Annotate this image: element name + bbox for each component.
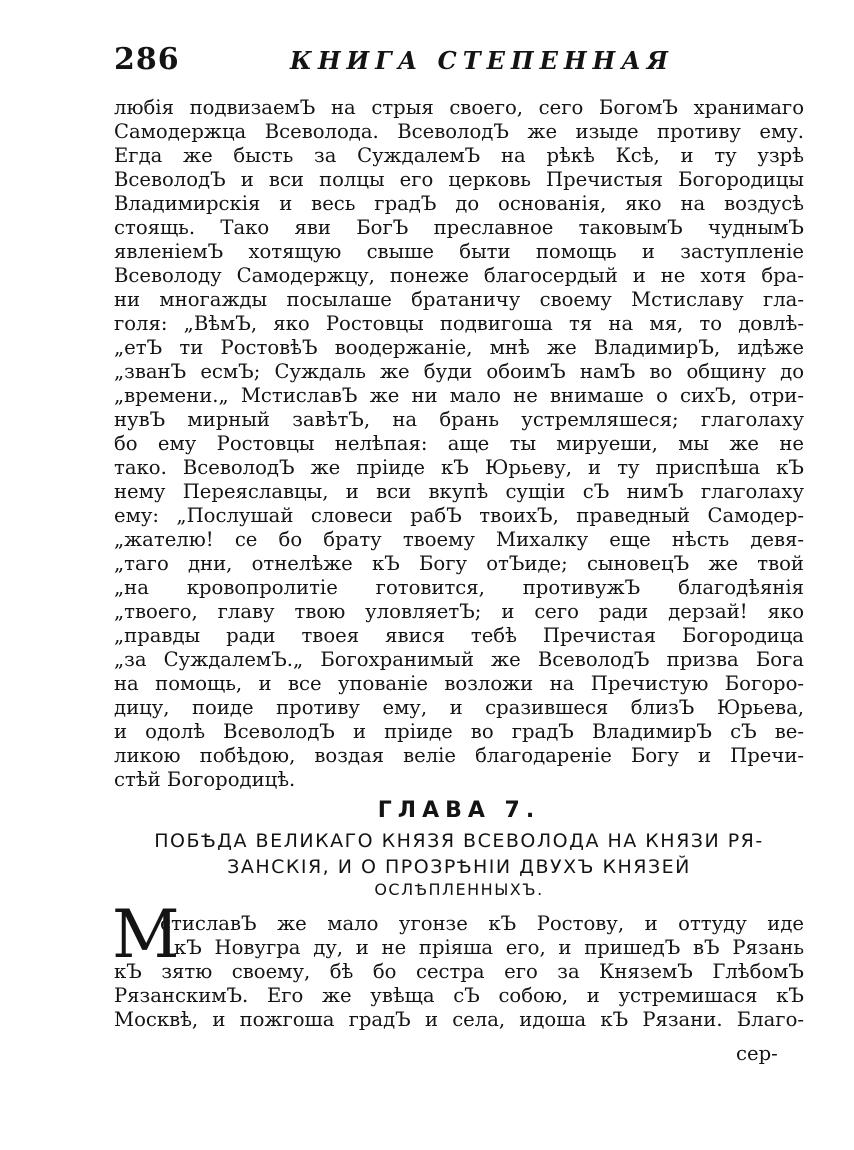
- body-line: явленіемЪ хотящую свыше быти помощь и заступленіе: [114, 240, 804, 263]
- running-title: КНИГА СТЕПЕННАЯ: [290, 46, 674, 75]
- page-number: 286: [114, 42, 180, 77]
- body-line: любія подвизаемЪ на стрыя своего, сего БогомЪ хранимаго: [114, 96, 804, 119]
- chapter-title-line: ОСЛѢПЛЕННЫХЪ.: [374, 880, 544, 899]
- body-line: „правды ради твоея явися тебѣ Пречистая Богородица: [114, 624, 804, 647]
- body-line: „на кровопролитіе готовится, противужЪ благодѣянія: [114, 576, 804, 599]
- body-line: стѣй Богородицѣ.: [114, 768, 296, 791]
- body-line: голя: „ВѣмЪ, яко Ростовцы подвигоша тя на мя, то довлѣ-: [114, 312, 804, 335]
- body-line: ни многажды посылаше братаничу своему Мстиславу гла-: [114, 288, 804, 311]
- body-line: „етЪ ти РостовѣЪ воодержаніе, мнѣ же ВладимирЪ, идѣже: [114, 336, 804, 359]
- body-line: „времени.„ МстиславЪ же ни мало не внимаше о сихЪ, отри-: [114, 384, 804, 407]
- chapter-label: ГЛАВА 7.: [377, 798, 541, 823]
- body-line: Егда же бысть за СуждалемЪ на рѣкѣ Ксѣ, и ту узрѣ: [114, 144, 804, 167]
- body-line: Самодержца Всеволода. ВсеволодЪ же изыде противу ему.: [114, 120, 804, 143]
- chapter-text-line: Москвѣ, и пожгоша градЪ и села, идоша кЪ Рязани. Благо-: [114, 1008, 804, 1031]
- drop-cap-initial: М: [112, 896, 180, 973]
- chapter-text-line: кЪ зятю своему, бѣ бо сестра его за КняземЪ ГлѣбомЪ: [114, 960, 804, 983]
- body-line: „твоего, главу твою уловляетЪ; и сего ради дерзай! яко: [114, 600, 804, 623]
- body-line: нувЪ мирный завѣтЪ, на брань устремляшеся; глаголаху: [114, 408, 804, 431]
- body-line: и одолѣ ВсеволодЪ и пріиде во градЪ ВладимирЪ сЪ ве-: [114, 720, 804, 743]
- body-line: Владимирскія и весь градЪ до основанія, яко на воздусѣ: [114, 192, 804, 215]
- body-line: тако. ВсеволодЪ же пріиде кЪ Юрьеву, и ту приспѣша кЪ: [114, 456, 804, 479]
- body-line: бо ему Ростовцы нелѣпая: аще ты мируеши, мы же не: [114, 432, 804, 455]
- body-line: нему Переяславцы, и вси вкупѣ сущіи сЪ нимЪ глаголаху: [114, 480, 804, 503]
- chapter-title-line: ПОБѢДА ВЕЛИКАГО КНЯЗЯ ВСЕВОЛОДА НА КНЯЗИ РЯ-: [154, 830, 764, 852]
- chapter-text-line: РязанскимЪ. Его же увѣща сЪ собою, и устремишася кЪ: [114, 984, 804, 1007]
- chapter-text-line: кЪ Новугра ду, и не пріяша его, и пришедЪ вЪ Рязань: [174, 936, 804, 959]
- body-line: Всеволоду Самодержцу, понеже благосердый и не хотя бра-: [114, 264, 804, 287]
- body-line: „званЪ есмЪ; Суждаль же буди обоимЪ намЪ во общину до: [114, 360, 804, 383]
- body-line: „жателю! се бо брату твоему Михалку еще нѣсть девя-: [114, 528, 804, 551]
- body-line: ликою побѣдою, воздая веліе благодареніе Богу и Пречи-: [114, 744, 804, 767]
- chapter-title-line: ЗАНСКІЯ, И О ПРОЗРѢНІИ ДВУХЪ КНЯЗЕЙ: [227, 856, 691, 878]
- body-line: на помощь, и все упованіе возложи на Пречистую Богоро-: [114, 672, 804, 695]
- body-line: ему: „Послушай словеси рабЪ твоихЪ, праведный Самодер-: [114, 504, 804, 527]
- body-line: дицу, поиде противу ему, и сразившеся близЪ Юрьева,: [114, 696, 804, 719]
- body-line: „за СуждалемЪ.„ Богохранимый же ВсеволодЪ призва Бога: [114, 648, 804, 671]
- catchword: сер-: [736, 1042, 778, 1065]
- body-line: стоящь. Тако яви БогЪ преславное таковымЪ чуднымЪ: [114, 216, 804, 239]
- chapter-text-line: стиславЪ же мало угонзе кЪ Ростову, и оттуду иде: [160, 912, 804, 935]
- body-line: „таго дни, отнелѣже кЪ Богу отЪиде; сыновецЪ же твой: [114, 552, 804, 575]
- body-line: ВсеволодЪ и вси полцы его церковь Пречистыя Богородицы: [114, 168, 804, 191]
